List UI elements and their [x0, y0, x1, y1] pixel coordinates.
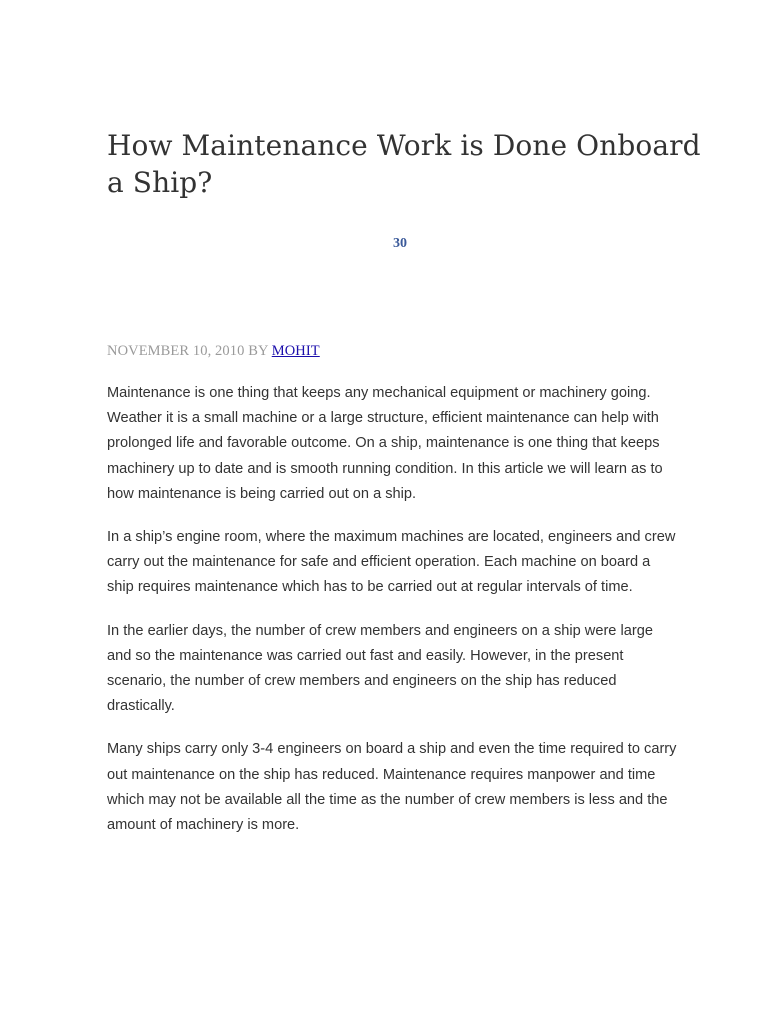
author-link[interactable]: MOHIT	[271, 343, 320, 359]
article-paragraph: Maintenance is one thing that keeps any mechanical equipment or machinery going. Weather it is a small machine or a large structure, efficient maintenance can help with prolonged life and favorable outcome. On a ship, maintenance is one thing that keeps machinery up to date and is smooth running condition. In this article we will learn as to how maintenance is being carried out on a ship.	[107, 385, 663, 502]
byline	[107, 341, 320, 361]
article-body	[107, 381, 697, 856]
article-paragraph: Many ships carry only 3-4 engineers on board a ship and even the time required to carry out maintenance on the ship has reduced. Maintenance requires manpower and time which may not be available all the time as the number of crew members is less and the amount of machinery is more.	[107, 741, 677, 834]
article-title: How Maintenance Work is Done Onboard a Ship?	[107, 129, 701, 199]
byline-by: BY	[248, 343, 268, 359]
comment-count-link[interactable]: 30	[393, 236, 407, 251]
post-date: NOVEMBER 10, 2010	[107, 343, 245, 359]
article-paragraph: In the earlier days, the number of crew members and engineers on a ship were large and so the maintenance was carried out fast and easily. However, in the present scenario, the number of crew members and engineers on the ship has reduced drastically.	[107, 622, 653, 715]
article-paragraph: In a ship’s engine room, where the maximum machines are located, engineers and crew carry out the maintenance for safe and efficient operation. Each machine on board a ship requires maintenance which has to be carried out at regular intervals of time.	[107, 529, 676, 596]
